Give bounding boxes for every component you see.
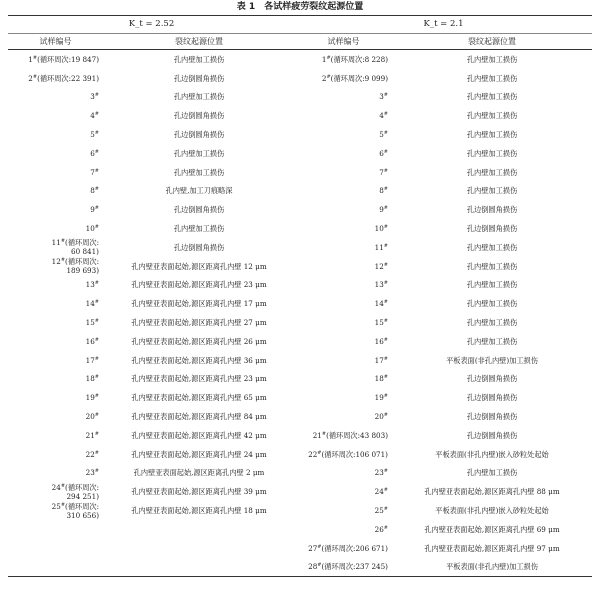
- specimen-number: 21: [312, 430, 322, 440]
- crack-origin-left: 孔内壁亚表面起始,源区距离孔内壁 24 μm: [131, 449, 267, 459]
- crack-origin-left: 孔边倒圆角损伤: [173, 130, 225, 140]
- specimen-number: 13: [374, 280, 384, 290]
- crack-origin-left: 孔内壁亚表面起始,源区距离孔内壁 2 μm: [133, 468, 265, 478]
- specimen-number: 14: [374, 299, 384, 309]
- crack-origin-right: 孔内壁加工损伤: [466, 73, 518, 83]
- crack-origin-right: 孔内壁加工损伤: [466, 299, 518, 309]
- specimen-id-right: [295, 370, 392, 389]
- specimen-id-left: [8, 219, 103, 238]
- specimen-number: 20: [374, 412, 384, 422]
- specimen-id-left: [8, 407, 103, 426]
- specimen-id-left: [8, 520, 103, 539]
- specimen-id-right: [295, 558, 392, 577]
- specimen-number: 6: [90, 148, 95, 158]
- specimen-number: 17: [374, 355, 384, 365]
- specimen-number: 10: [374, 224, 384, 234]
- col-header-origin-left: 裂纹起源位置: [175, 37, 223, 46]
- specimen-id-right: [295, 539, 392, 558]
- specimen-number: 11: [374, 242, 384, 252]
- col-header-specimen-left: 试样编号: [39, 37, 72, 46]
- specimen-hash-mark: #: [383, 242, 388, 249]
- specimen-hash-mark: #: [383, 393, 388, 400]
- crack-origin-left: 孔内壁加工损伤: [173, 54, 225, 64]
- table-row: [8, 294, 592, 313]
- specimen-number: 3: [379, 92, 384, 102]
- specimen-hash-mark: #: [94, 468, 99, 475]
- specimen-id-left: [8, 238, 103, 257]
- crack-origin-right: 孔内壁加工损伤: [466, 186, 518, 196]
- specimen-id-right: [295, 407, 392, 426]
- specimen-number: 12: [374, 261, 384, 271]
- crack-origin-left: 孔内壁亚表面起始,源区距离孔内壁 42 μm: [131, 430, 267, 440]
- specimen-id-left: [8, 501, 103, 520]
- specimen-number: 1: [321, 54, 327, 64]
- specimen-hash-mark: #: [94, 224, 99, 231]
- specimen-hash-mark: #: [94, 167, 99, 174]
- specimen-hash-mark: #: [94, 393, 99, 400]
- specimen-number: 25: [374, 506, 384, 516]
- specimen-id-right: [295, 294, 392, 313]
- crack-origin-left: 孔内壁加工损伤: [173, 224, 225, 234]
- specimen-number: 13: [85, 280, 95, 290]
- table-row: [8, 163, 592, 182]
- specimen-number: 28: [308, 562, 318, 572]
- crack-origin-right: 孔内壁加工损伤: [466, 468, 518, 478]
- table-row: [8, 125, 592, 144]
- specimen-number: 11: [51, 238, 61, 248]
- crack-origin-left: 孔内壁亚表面起始,源区距离孔内壁 27 μm: [131, 318, 267, 328]
- specimen-hash-mark: #: [94, 280, 99, 287]
- specimen-number: 16: [85, 336, 95, 346]
- specimen-hash-mark: #: [317, 449, 322, 456]
- specimen-number: 21: [85, 430, 95, 440]
- crack-origin-left: 孔内壁亚表面起始,源区距离孔内壁 39 μm: [131, 487, 267, 497]
- specimen-hash-mark: #: [94, 374, 99, 381]
- table-row: [8, 370, 592, 389]
- table-row: [8, 351, 592, 370]
- crack-origin-right: 平板表面(非孔内壁)加工损伤: [446, 355, 538, 365]
- table-row: [8, 238, 592, 257]
- crack-origin-right: 孔内壁加工损伤: [466, 336, 518, 346]
- specimen-id-right: [295, 88, 392, 107]
- crack-origin-right: 孔边倒圆角损伤: [466, 224, 518, 234]
- table-row: [8, 407, 592, 426]
- specimen-id-left: [8, 332, 103, 351]
- specimen-hash-mark: #: [383, 412, 388, 419]
- specimen-hash-mark: #: [383, 167, 388, 174]
- specimen-number: 4: [90, 111, 95, 121]
- crack-origin-left: 孔内壁亚表面起始,源区距离孔内壁 84 μm: [131, 412, 267, 422]
- specimen-hash-mark: #: [94, 130, 99, 137]
- specimen-hash-mark: #: [383, 111, 388, 118]
- cycle-count-note: (循环周次:: [65, 501, 99, 511]
- table-row: [8, 388, 592, 407]
- table-row: [8, 106, 592, 125]
- specimen-hash-mark: #: [383, 224, 388, 231]
- specimen-id-right: [295, 50, 392, 69]
- fatigue-origin-table: [8, 15, 592, 577]
- table-row: [8, 539, 592, 558]
- specimen-hash-mark: #: [383, 280, 388, 287]
- specimen-id-left: [8, 163, 103, 182]
- crack-origin-right: 孔边倒圆角损伤: [466, 393, 518, 403]
- specimen-hash-mark: #: [94, 148, 99, 155]
- crack-origin-right: 平板表面(非孔内壁)嵌入砂粒处起始: [435, 449, 549, 459]
- specimen-hash-mark: #: [60, 482, 66, 489]
- specimen-id-left: [8, 445, 103, 464]
- specimen-hash-mark: #: [317, 562, 322, 569]
- specimen-id-right: [295, 464, 392, 483]
- table-body: [8, 50, 592, 576]
- cycle-count-note: (循环周次:106 071): [321, 449, 388, 459]
- specimen-number: 7: [90, 167, 95, 177]
- specimen-number: 6: [379, 148, 384, 158]
- specimen-number: 10: [85, 224, 95, 234]
- specimen-hash-mark: #: [383, 524, 388, 531]
- specimen-id-left: [8, 464, 103, 483]
- specimen-id-left: [8, 88, 103, 107]
- specimen-number: 19: [85, 393, 95, 403]
- specimen-id-right: [295, 219, 392, 238]
- specimen-id-right: [295, 69, 392, 88]
- specimen-id-right: [295, 445, 392, 464]
- specimen-number: 24: [374, 487, 384, 497]
- table-row: [8, 88, 592, 107]
- table-row: [8, 257, 592, 276]
- crack-origin-right: 孔内壁加工损伤: [466, 111, 518, 121]
- specimen-number: 16: [374, 336, 384, 346]
- specimen-number: 7: [379, 167, 384, 177]
- specimen-hash-mark: #: [94, 111, 99, 118]
- specimen-id-left: [8, 426, 103, 445]
- specimen-id-right: [295, 332, 392, 351]
- specimen-id-left: [8, 351, 103, 370]
- specimen-number: 23: [374, 468, 384, 478]
- specimen-number: 14: [85, 299, 95, 309]
- specimen-id-right: [295, 501, 392, 520]
- table-row: [8, 464, 592, 483]
- specimen-id-right: [295, 482, 392, 501]
- specimen-hash-mark: #: [383, 355, 388, 362]
- col-header-origin-right: 裂纹起源位置: [468, 37, 516, 46]
- crack-origin-right: 孔边倒圆角损伤: [466, 374, 518, 384]
- specimen-hash-mark: #: [383, 506, 388, 513]
- table-row: [8, 558, 592, 577]
- specimen-id-right: [295, 144, 392, 163]
- specimen-number: 8: [379, 186, 384, 196]
- specimen-id-right: [295, 125, 392, 144]
- table-row: [8, 219, 592, 238]
- specimen-id-left: [8, 200, 103, 219]
- specimen-hash-mark: #: [94, 92, 99, 99]
- specimen-number: 17: [85, 355, 95, 365]
- specimen-hash-mark: #: [32, 54, 38, 61]
- table-row: [8, 445, 592, 464]
- specimen-number: 2: [321, 73, 327, 83]
- crack-origin-right: 孔内壁加工损伤: [466, 242, 518, 252]
- specimen-number: 15: [374, 318, 384, 328]
- specimen-id-right: [295, 200, 392, 219]
- specimen-hash-mark: #: [383, 130, 388, 137]
- crack-origin-right: 孔边倒圆角损伤: [466, 412, 518, 422]
- specimen-hash-mark: #: [94, 299, 99, 306]
- crack-origin-right: 平板表面(非孔内壁)嵌入砂粒处起始: [435, 506, 549, 516]
- crack-origin-left: 孔内壁亚表面起始,源区距离孔内壁 23 μm: [131, 280, 267, 290]
- specimen-hash-mark: #: [94, 412, 99, 419]
- cycle-count-note: (循环周次:22 391): [37, 73, 99, 83]
- crack-origin-right: 孔内壁加工损伤: [466, 92, 518, 102]
- specimen-number: 8: [90, 186, 95, 196]
- specimen-number: 9: [90, 205, 95, 215]
- specimen-hash-mark: #: [383, 148, 388, 155]
- crack-origin-left: 孔内壁亚表面起始,源区距离孔内壁 23 μm: [131, 374, 267, 384]
- specimen-number: 12: [51, 257, 61, 267]
- crack-origin-left: 孔内壁,加工刀痕略深: [165, 186, 233, 196]
- table-row: [8, 482, 592, 501]
- cycle-count-value: 294 251): [66, 491, 99, 501]
- specimen-id-right: [295, 106, 392, 125]
- specimen-id-right: [295, 163, 392, 182]
- specimen-id-right: [295, 182, 392, 201]
- crack-origin-left: [103, 558, 295, 577]
- specimen-id-right: [295, 351, 392, 370]
- specimen-id-left: [8, 482, 103, 501]
- crack-origin-left: 孔内壁亚表面起始,源区距离孔内壁 65 μm: [131, 393, 267, 403]
- specimen-number: 1: [28, 54, 33, 64]
- specimen-number: 5: [90, 130, 95, 140]
- specimen-number: 22: [85, 449, 95, 459]
- specimen-hash-mark: #: [60, 238, 66, 245]
- cycle-count-note: (循环周次:8 228): [330, 54, 388, 64]
- specimen-id-left: [8, 257, 103, 276]
- col-header-specimen-right: 试样编号: [327, 37, 360, 46]
- crack-origin-left: 孔边倒圆角损伤: [173, 242, 225, 252]
- table-row: [8, 69, 592, 88]
- table-row: [8, 332, 592, 351]
- specimen-id-left: [8, 558, 103, 577]
- specimen-hash-mark: #: [326, 54, 331, 61]
- specimen-number: 25: [51, 501, 61, 511]
- specimen-id-left: [8, 276, 103, 295]
- specimen-number: 24: [51, 482, 61, 492]
- specimen-hash-mark: #: [383, 205, 388, 212]
- crack-origin-right: 孔内壁加工损伤: [466, 148, 518, 158]
- specimen-number: 4: [379, 111, 384, 121]
- specimen-number: 2: [28, 73, 33, 83]
- crack-origin-left: [103, 520, 295, 539]
- table-row: [8, 182, 592, 201]
- specimen-hash-mark: #: [383, 261, 388, 268]
- table-row: [8, 520, 592, 539]
- crack-origin-right: 孔边倒圆角损伤: [466, 205, 518, 215]
- specimen-id-left: [8, 106, 103, 125]
- specimen-hash-mark: #: [383, 336, 388, 343]
- specimen-id-left: [8, 370, 103, 389]
- specimen-number: 19: [374, 393, 384, 403]
- crack-origin-left: 孔边倒圆角损伤: [173, 205, 225, 215]
- specimen-id-right: [295, 313, 392, 332]
- specimen-id-right: [295, 520, 392, 539]
- specimen-hash-mark: #: [94, 318, 99, 325]
- specimen-hash-mark: #: [60, 257, 66, 264]
- crack-origin-left: 孔内壁亚表面起始,源区距离孔内壁 17 μm: [131, 299, 267, 309]
- crack-origin-left: 孔内壁亚表面起始,源区距离孔内壁 12 μm: [131, 261, 267, 271]
- crack-origin-left: 孔内壁亚表面起始,源区距离孔内壁 36 μm: [131, 355, 267, 365]
- crack-origin-right: 孔边倒圆角损伤: [466, 430, 518, 440]
- specimen-number: 23: [85, 468, 95, 478]
- bottom-rule: [8, 576, 592, 577]
- table-row: [8, 50, 592, 69]
- table-row: [8, 313, 592, 332]
- crack-origin-left: 孔内壁亚表面起始,源区距离孔内壁 18 μm: [131, 506, 267, 516]
- crack-origin-right: 平板表面(非孔内壁)加工损伤: [446, 562, 538, 572]
- cycle-count-value: 310 656): [66, 510, 99, 520]
- crack-origin-right: 孔内壁加工损伤: [466, 54, 518, 64]
- crack-origin-right: 孔内壁加工损伤: [466, 261, 518, 271]
- specimen-id-right: [295, 238, 392, 257]
- cycle-count-note: (循环周次:: [65, 238, 99, 248]
- crack-origin-left: [103, 539, 295, 558]
- table-row: [8, 276, 592, 295]
- specimen-hash-mark: #: [32, 73, 38, 80]
- specimen-id-right: [295, 257, 392, 276]
- specimen-number: 5: [379, 130, 384, 140]
- crack-origin-right: 孔内壁亚表面起始,源区距离孔内壁 88 μm: [424, 487, 560, 497]
- specimen-id-left: [8, 313, 103, 332]
- specimen-hash-mark: #: [94, 430, 99, 437]
- cycle-count-note: (循环周次:9 099): [330, 73, 388, 83]
- specimen-hash-mark: #: [94, 449, 99, 456]
- specimen-id-left: [8, 50, 103, 69]
- specimen-id-left: [8, 294, 103, 313]
- specimen-number: 3: [90, 92, 95, 102]
- specimen-hash-mark: #: [383, 186, 388, 193]
- specimen-hash-mark: #: [94, 355, 99, 362]
- crack-origin-left: 孔内壁加工损伤: [173, 167, 225, 177]
- specimen-number: 18: [374, 374, 384, 384]
- cycle-count-note: (循环周次:43 803): [326, 430, 388, 440]
- crack-origin-right: 孔内壁加工损伤: [466, 130, 518, 140]
- specimen-hash-mark: #: [326, 73, 331, 80]
- specimen-hash-mark: #: [383, 468, 388, 475]
- crack-origin-left: 孔边倒圆角损伤: [173, 111, 225, 121]
- crack-origin-left: 孔内壁加工损伤: [173, 92, 225, 102]
- crack-origin-right: 孔内壁加工损伤: [466, 280, 518, 290]
- specimen-number: 27: [308, 543, 318, 553]
- specimen-id-left: [8, 144, 103, 163]
- specimen-id-right: [295, 276, 392, 295]
- specimen-hash-mark: #: [383, 318, 388, 325]
- specimen-hash-mark: #: [60, 501, 66, 508]
- crack-origin-right: 孔内壁亚表面起始,源区距离孔内壁 69 μm: [424, 524, 560, 534]
- specimen-number: 20: [85, 412, 95, 422]
- specimen-hash-mark: #: [321, 430, 327, 437]
- table-title: 表 1 各试样疲劳裂纹起源位置: [236, 2, 364, 12]
- group-left-header: K_t = 2.52: [128, 19, 175, 29]
- specimen-hash-mark: #: [383, 92, 388, 99]
- cycle-count-note: (循环周次:: [65, 482, 99, 492]
- specimen-id-left: [8, 125, 103, 144]
- specimen-id-left: [8, 539, 103, 558]
- cycle-count-note: (循环周次:19 847): [37, 54, 99, 64]
- cycle-count-note: (循环周次:237 245): [321, 562, 388, 572]
- specimen-hash-mark: #: [383, 299, 388, 306]
- group-header-row: [8, 16, 592, 33]
- specimen-number: 15: [85, 318, 95, 328]
- specimen-hash-mark: #: [317, 543, 322, 550]
- specimen-number: 18: [85, 374, 95, 384]
- crack-origin-left: 孔边倒圆角损伤: [173, 73, 225, 83]
- table-row: [8, 200, 592, 219]
- crack-origin-left: 孔内壁加工损伤: [173, 148, 225, 158]
- specimen-id-right: [295, 388, 392, 407]
- crack-origin-right: 孔内壁加工损伤: [466, 167, 518, 177]
- crack-origin-right: 孔内壁加工损伤: [466, 318, 518, 328]
- specimen-hash-mark: #: [94, 205, 99, 212]
- specimen-hash-mark: #: [94, 186, 99, 193]
- specimen-number: 22: [308, 449, 318, 459]
- specimen-id-left: [8, 182, 103, 201]
- crack-origin-right: 孔内壁亚表面起始,源区距离孔内壁 97 μm: [424, 543, 560, 553]
- table-row: [8, 426, 592, 445]
- cycle-count-value: 189 693): [66, 266, 99, 276]
- specimen-hash-mark: #: [383, 487, 388, 494]
- specimen-hash-mark: #: [94, 336, 99, 343]
- specimen-hash-mark: #: [383, 374, 388, 381]
- group-right-header: K_t = 2.1: [423, 19, 464, 29]
- cycle-count-note: (循环周次:206 671): [321, 543, 388, 553]
- specimen-number: 9: [379, 205, 384, 215]
- column-header-row: [8, 33, 592, 49]
- cycle-count-note: (循环周次:: [65, 257, 99, 267]
- specimen-id-right: [295, 426, 392, 445]
- crack-origin-left: 孔内壁亚表面起始,源区距离孔内壁 26 μm: [131, 336, 267, 346]
- table-row: [8, 144, 592, 163]
- specimen-id-left: [8, 388, 103, 407]
- table-row: [8, 501, 592, 520]
- specimen-id-left: [8, 69, 103, 88]
- cycle-count-value: 60 841): [71, 247, 99, 257]
- specimen-number: 26: [374, 524, 384, 534]
